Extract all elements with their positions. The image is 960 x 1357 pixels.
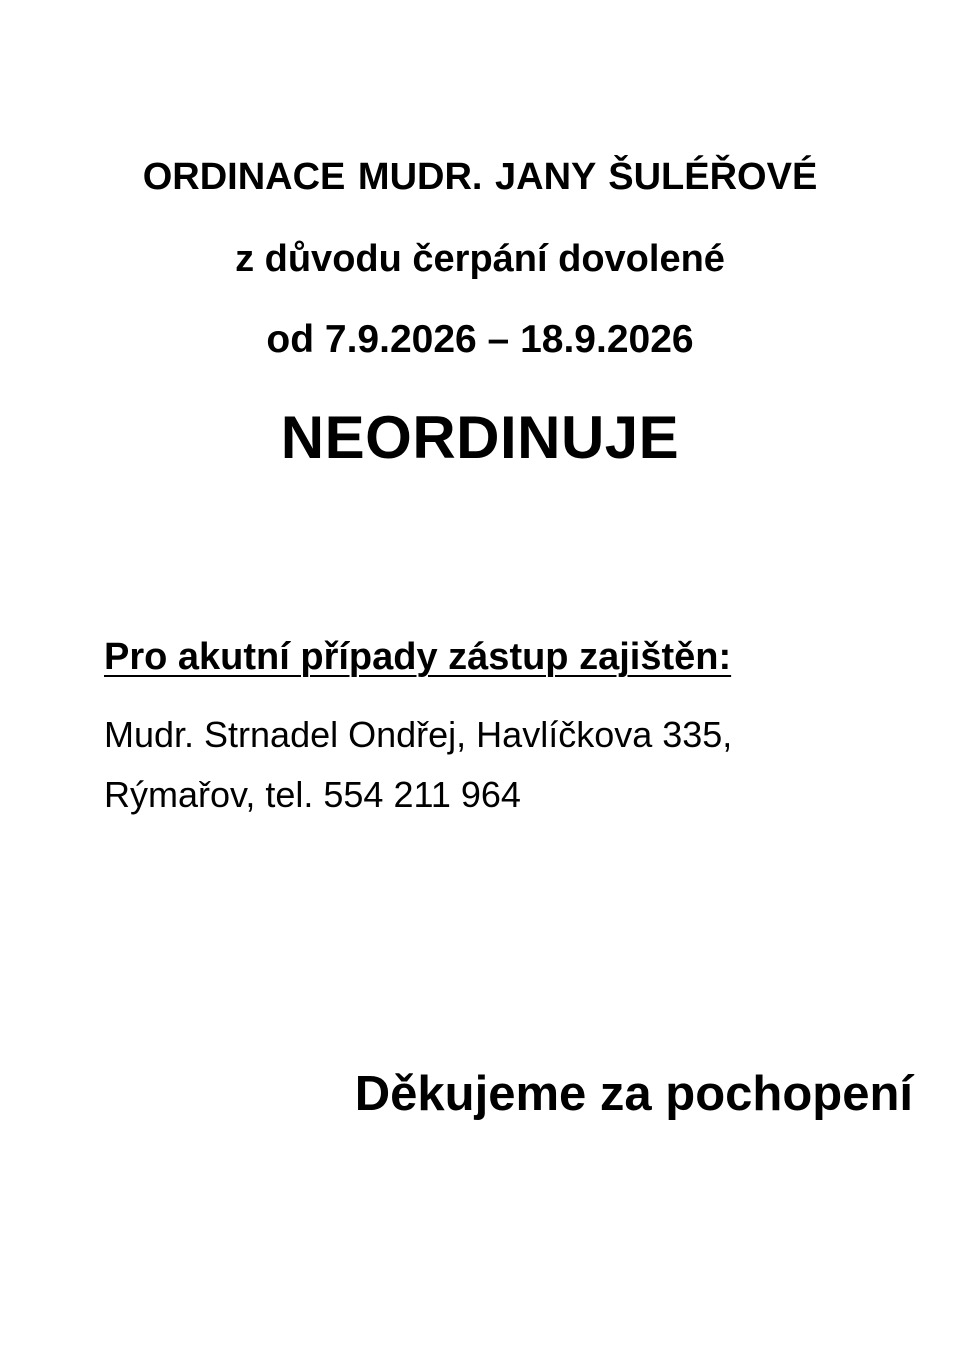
substitute-contact-line: Rýmařov, tel. 554 211 964: [104, 774, 521, 815]
reason-line: z důvodu čerpání dovolené: [235, 238, 725, 280]
thanks-message: Děkujeme za pochopení: [354, 1067, 913, 1121]
substitute-address-line: Mudr. Strnadel Ondřej, Havlíčkova 335,: [104, 714, 733, 755]
closed-notice: NEORDINUJE: [280, 404, 680, 471]
date-range: od 7.9.2026 – 18.9.2026: [266, 318, 694, 361]
clinic-title: ORDINACE MUDR. JANY ŠULÉŘOVÉ: [142, 156, 818, 198]
substitute-heading: Pro akutní případy zástup zajištěn:: [104, 636, 732, 678]
